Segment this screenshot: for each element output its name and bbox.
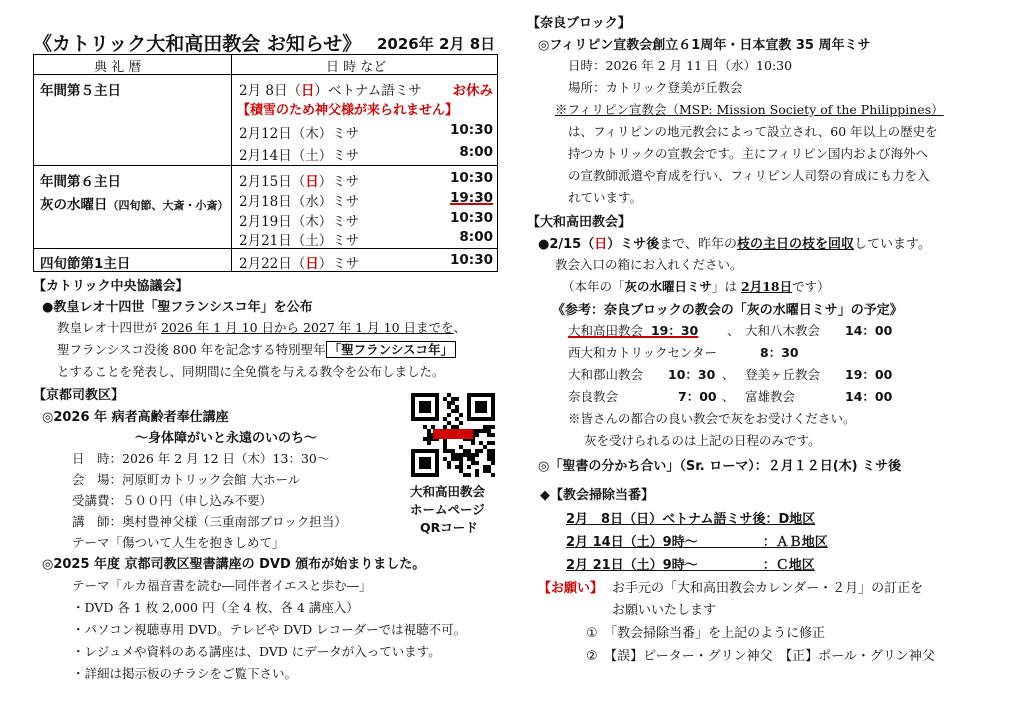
entry-date: 2月18日（水）ミサ bbox=[239, 194, 360, 210]
msp-note-line: れています。 bbox=[568, 190, 643, 205]
church-name: 登美ヶ丘教会 bbox=[745, 367, 821, 382]
row-label-ash bbox=[40, 193, 229, 213]
church-name: 富雄教会 bbox=[745, 389, 796, 404]
correction-2: ② 【誤】ピーター・グリン神父 【正】ポール・グリン神父 bbox=[586, 649, 935, 664]
church-sep: 、 bbox=[722, 367, 735, 382]
nara-date: 日時：2026 年 2 月 11 日（水）10:30 bbox=[568, 58, 793, 73]
lecture-line: 講 師：奥村豊神父様（三重南部ブロック担当） bbox=[72, 514, 347, 529]
qr-caption-3: QRコード bbox=[420, 520, 478, 535]
cleaning-title: ◆【教会掃除当番】 bbox=[540, 488, 654, 503]
palm3-c: 」は bbox=[712, 279, 742, 294]
msp-note-line: 持つカトリックの宣教会です。主にフィリピン国内および海外へ bbox=[568, 146, 929, 161]
ash-note-2: 灰を受けられるのは上記の日程のみです。 bbox=[584, 433, 821, 448]
request-line-1: お手元の「大和高田教会カレンダー・２月」の訂正を bbox=[612, 581, 924, 596]
lecture-subtitle: ～身体障がいと永遠のいのち～ bbox=[135, 431, 318, 446]
entry-date bbox=[239, 170, 359, 190]
entry-date bbox=[239, 252, 359, 272]
dvd-line: ・パソコン視聴専用 DVD。テレビや DVD レコーダーでは視聴不可。 bbox=[72, 622, 467, 637]
palm-collection bbox=[538, 233, 931, 252]
ash-wednesday-label: 灰の水曜日 bbox=[40, 197, 108, 213]
liturgical-schedule-table bbox=[33, 54, 498, 272]
table-header-calendar: 典 礼 暦 bbox=[94, 60, 142, 75]
row-label: 年間第５主日 bbox=[40, 83, 121, 99]
church-sep: 、 bbox=[727, 323, 740, 338]
palm-dow: 日 bbox=[594, 237, 608, 252]
nara-heading: 【奈良ブロック】 bbox=[527, 16, 631, 31]
entry-dow: 日 bbox=[300, 83, 315, 99]
palm-line-2: 教会入口の箱にお入れください。 bbox=[555, 257, 743, 272]
entry-date: 2月21日（土）ミサ bbox=[239, 233, 360, 249]
lecture-title: ◎2026 年 病者高齢者奉仕講座 bbox=[42, 410, 229, 425]
ash-ref-title: 《参考：奈良ブロックの教会の「灰の水曜日ミサ」の予定》 bbox=[552, 303, 903, 318]
entry-time-highlight: 19:30 bbox=[450, 190, 493, 206]
dvd-line: テーマ「ルカ福音書を読む―同伴者イエスと歩む―」 bbox=[72, 578, 372, 593]
dvd-line: ・レジュメや資料のある講座は、DVD にデータが入っています。 bbox=[72, 644, 441, 659]
entry-time: 10:30 bbox=[450, 210, 493, 226]
msp-note-line: は、フィリピンの地元教会によって設立され、60 年以上の歴史を bbox=[568, 124, 938, 139]
table-row bbox=[34, 74, 497, 166]
ash-wednesday-sub: （四旬節、大斎・小斎） bbox=[107, 199, 229, 212]
row-label: 四旬節第1主日 bbox=[40, 256, 131, 272]
msp-note-line: の宣教師派遣や育成を行い、フィリピン人司祭の育成にも力を入 bbox=[568, 168, 930, 183]
church-time: 19：30 bbox=[650, 323, 699, 338]
correction-1: ① 「教会掃除当番」を上記のように修正 bbox=[586, 626, 826, 641]
bible-sharing: ◎「聖書の分かち合い」（Sr. ローマ）：２月１２日(木) ミサ後 bbox=[538, 459, 902, 474]
qr-code-graphic bbox=[411, 393, 495, 477]
page-title: 《カトリック大和高田教会 お知らせ》 bbox=[33, 33, 362, 55]
church-time: 14：00 bbox=[845, 389, 893, 404]
lecture-line: 受講費：５００円（申し込み不要） bbox=[72, 493, 273, 508]
request-label: 【お願い】 bbox=[538, 581, 604, 596]
church-name: 西大和カトリックセンター bbox=[568, 345, 718, 360]
dvd-line: ・DVD 各 1 枚 2,000 円（全 4 枚、各 4 講座入） bbox=[72, 600, 359, 615]
row-label: 年間第６主日 bbox=[40, 174, 121, 190]
church-time: 10：30 bbox=[668, 367, 716, 382]
church-name: 奈良教会 bbox=[568, 389, 619, 404]
entry-time: 8:00 bbox=[459, 229, 493, 245]
church-name: 大和高田教会 bbox=[568, 323, 644, 338]
table-row bbox=[34, 248, 497, 271]
date-day: 8 bbox=[469, 35, 481, 53]
entry-date bbox=[239, 79, 422, 99]
church-name: 大和八木教会 bbox=[745, 323, 821, 338]
palm-c: まで、昨年の bbox=[659, 237, 738, 252]
lecture-line: 日 時：2026 年 2 月 12 日（木）13：30～ bbox=[72, 451, 330, 466]
palm-b: ）ミサ後 bbox=[607, 237, 660, 252]
church-time: 7：00 bbox=[678, 389, 717, 404]
entry-time: 8:00 bbox=[459, 144, 493, 160]
entry-date-text: 2月15日（ bbox=[239, 174, 306, 190]
lecture-line: 会 場：河原町カトリック会館 大ホール bbox=[72, 472, 301, 487]
central-line-1 bbox=[57, 318, 466, 336]
table-header-datetime: 日 時 など bbox=[326, 60, 387, 75]
date-year: 2026 bbox=[377, 35, 419, 53]
entry-rest: ）ミサ bbox=[318, 174, 360, 190]
qr-caption-1: 大和高田教会 bbox=[410, 484, 486, 499]
central-line-2 bbox=[57, 340, 456, 358]
palm-d: 枝の主日の枝を回収 bbox=[737, 237, 855, 252]
entry-date: 2月19日（木）ミサ bbox=[239, 214, 360, 230]
entry-note-off: お休み bbox=[452, 83, 493, 99]
palm-e: しています。 bbox=[854, 237, 931, 252]
church-time: 19：00 bbox=[845, 367, 893, 382]
entry-rest: ）ミサ bbox=[318, 256, 360, 272]
palm-line-3 bbox=[562, 277, 830, 295]
entry-date-text: 2月 8日（ bbox=[239, 83, 301, 99]
entry-notice: 【積雪のため神父様が来られません】 bbox=[237, 103, 459, 118]
date-month: 2 bbox=[439, 35, 450, 53]
entry-rest: ）ベトナム語ミサ bbox=[314, 83, 422, 99]
cleaning-row: 2月 8日（日）ベトナム語ミサ後：D地区 bbox=[566, 512, 816, 527]
msp-note-title: ※フィリピン宣教会（MSP: Mission Society of the Philippines） bbox=[555, 102, 944, 117]
central-line1-b: 2026 年 1 月 10 日から 2027 年 1 月 10 日までを bbox=[160, 320, 454, 335]
nara-place: 場所：カトリック登美が丘教会 bbox=[568, 80, 743, 95]
cleaning-row: 2月 14日（土）9時～ ：ＡＢ地区 bbox=[566, 535, 828, 550]
issue-date bbox=[377, 33, 495, 54]
entry-time: 10:30 bbox=[450, 122, 493, 138]
palm3-e: です） bbox=[792, 279, 830, 294]
palm-a: ●2/15（ bbox=[538, 237, 595, 252]
church-time-highlight bbox=[568, 321, 698, 339]
nara-title: ◎フィリピン宣教会創立６1周年・日本宣教 35 周年ミサ bbox=[538, 38, 871, 53]
ash-note-1: ※皆さんの都合の良い教会で灰をお受けください。 bbox=[568, 411, 856, 426]
central-line1-a: 教皇レオ十四世が bbox=[57, 320, 161, 335]
entry-date-text: 2月22日（ bbox=[239, 256, 306, 272]
dvd-line: ・詳細は掲示板のチラシをご覧下さい。 bbox=[72, 666, 298, 681]
central-line-3: とすることを発表し、同期間に全免償を与える教令を公布しました。 bbox=[57, 364, 445, 379]
palm3-b: 灰の水曜日ミサ bbox=[624, 279, 713, 294]
entry-dow: 日 bbox=[305, 256, 319, 272]
lecture-line: テーマ「傷ついて人生を抱きしめて」 bbox=[72, 535, 285, 550]
date-day-suffix: 日 bbox=[480, 35, 496, 53]
church-time: 14：00 bbox=[845, 323, 893, 338]
homepage-qr-code[interactable] bbox=[411, 393, 495, 477]
entry-date: 2月14日（土）ミサ bbox=[239, 148, 360, 164]
palm3-d: 2月18日 bbox=[741, 279, 793, 294]
church-time: 8：30 bbox=[760, 345, 799, 360]
entry-time: 10:30 bbox=[450, 252, 493, 268]
church-name: 大和郡山教会 bbox=[568, 367, 644, 382]
central-heading: 【カトリック中央協議会】 bbox=[33, 279, 189, 294]
qr-caption-2: ホームページ bbox=[410, 502, 485, 517]
yamato-heading: 【大和高田教会】 bbox=[527, 215, 632, 230]
cleaning-row: 2月 21日（土）9時～ ：Ｃ地区 bbox=[566, 558, 815, 573]
church-sep: 、 bbox=[722, 389, 735, 404]
table-row bbox=[34, 165, 497, 249]
entry-date: 2月12日（木）ミサ bbox=[239, 126, 360, 142]
date-month-suffix: 月 bbox=[449, 35, 465, 53]
entry-time: 10:30 bbox=[450, 170, 493, 186]
dvd-title: ◎2025 年度 京都司教区聖書講座の DVD 頒布が始まりました。 bbox=[42, 557, 426, 572]
kyoto-heading: 【京都司教区】 bbox=[33, 388, 125, 403]
request-line-2: お願いいたします bbox=[612, 603, 717, 618]
central-line1-c: 、 bbox=[453, 320, 467, 335]
palm3-a: （本年の「 bbox=[562, 279, 625, 294]
date-year-suffix: 年 bbox=[418, 35, 434, 53]
central-item-title: ●教皇レオ十四世「聖フランシスコ年」を公布 bbox=[42, 300, 313, 315]
central-line2-b: 「聖フランシスコ年」 bbox=[326, 341, 456, 358]
entry-dow: 日 bbox=[305, 174, 319, 190]
central-line2-a: 聖フランシスコ没後 800 年を記念する特別聖年 bbox=[57, 342, 326, 357]
